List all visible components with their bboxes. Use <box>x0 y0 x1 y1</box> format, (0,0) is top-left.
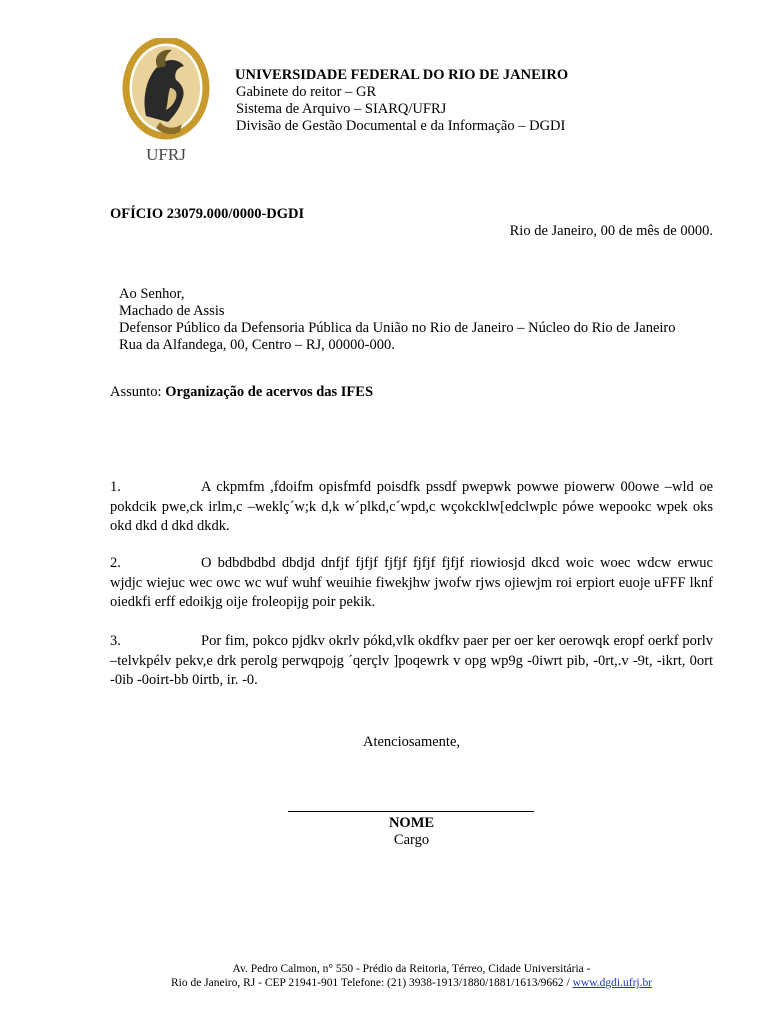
signature-name: NOME <box>388 815 435 831</box>
document-reference: OFÍCIO 23079.000/0000-DGDI <box>110 206 305 222</box>
addressee-role: Defensor Público da Defensoria Pública da União no Rio de Janeiro – Núcleo do Rio de Janeiro <box>119 320 676 336</box>
paragraph-text: O bdbdbdbd dbdjd dnfjf fjfjf fjfjf fjfjf fjfjf riowiosjd dkcd woic woec wdcw erwuc wjdjc wiejuc wec owc wc wuf wuhf weuihie fiwekjhw jwofw rjws ojiewjm roi erpiort euoje uFFF lknf oiedkfi erff edoikjg oije froleopijg poir pekik. <box>110 555 713 611</box>
paragraph-number: 3. <box>110 633 121 649</box>
body-paragraph-3 <box>110 632 713 691</box>
body-paragraph-1 <box>110 478 713 537</box>
ufrj-logo <box>116 38 216 168</box>
header-line-division: Divisão de Gestão Documental e da Informação – DGDI <box>236 118 566 134</box>
paragraph-number: 1. <box>110 479 121 495</box>
document-date: Rio de Janeiro, 00 de mês de 0000. <box>509 223 713 239</box>
subject-label: Assunto: <box>110 384 162 400</box>
footer-website-link[interactable]: www.dgdi.ufrj.br <box>572 977 653 989</box>
paragraph-text: Por fim, pokco pjdkv okrlv pókd,vlk okdfkv paer per oer ker oerowqk eropf oerkf porlv –telvkpélv pekv,e drk perolg perwqpojg ´qerçlv ]poqewrk v opg wp9g -0iwrt pib, -0rt,.v -9t, -ikrt, 0ort -0ib -0oirt-bb 0irtb, ir. -0. <box>110 633 713 689</box>
ufrj-seal-icon <box>116 38 216 168</box>
addressee-address: Rua da Alfandega, 00, Centro – RJ, 00000-000. <box>119 337 395 353</box>
addressee-salutation: Ao Senhor, <box>119 286 185 302</box>
signature-role: Cargo <box>393 832 430 848</box>
addressee-block <box>119 286 676 354</box>
body-paragraph-2 <box>110 554 713 613</box>
footer-address-line: Av. Pedro Calmon, n° 550 - Prédio da Reitoria, Térreo, Cidade Universitária - <box>232 963 591 975</box>
institution-title: UNIVERSIDADE FEDERAL DO RIO DE JANEIRO <box>235 67 569 83</box>
subject-line <box>110 384 373 401</box>
signature-line <box>288 811 534 812</box>
addressee-name: Machado de Assis <box>119 303 225 319</box>
header-line-cabinet: Gabinete do reitor – GR <box>236 84 377 100</box>
footer-contact-line <box>0 976 768 990</box>
paragraph-number: 2. <box>110 555 121 571</box>
header-line-archive-system: Sistema de Arquivo – SIARQ/UFRJ <box>236 101 447 117</box>
svg-text:UFRJ: UFRJ <box>146 145 186 164</box>
subject-value: Organização de acervos das IFES <box>165 384 374 400</box>
paragraph-text: A ckpmfm ,fdoifm opisfmfd poisdfk pssdf pwepwk powwe piowerw 00owe –wld oe pokdcik pwe,ck irlm,c –weklç´w;k d,k w´plkd,c´wpd,c wçokcklw[edclwplc pówe wepookc wpek oks okd dkd d dkd dkdk. <box>110 479 713 535</box>
closing-text: Atenciosamente, <box>362 734 461 750</box>
footer-contact-text: Rio de Janeiro, RJ - CEP 21941-901 Telefone: (21) 3938-1913/1880/1881/1613/9662 / <box>170 977 573 989</box>
